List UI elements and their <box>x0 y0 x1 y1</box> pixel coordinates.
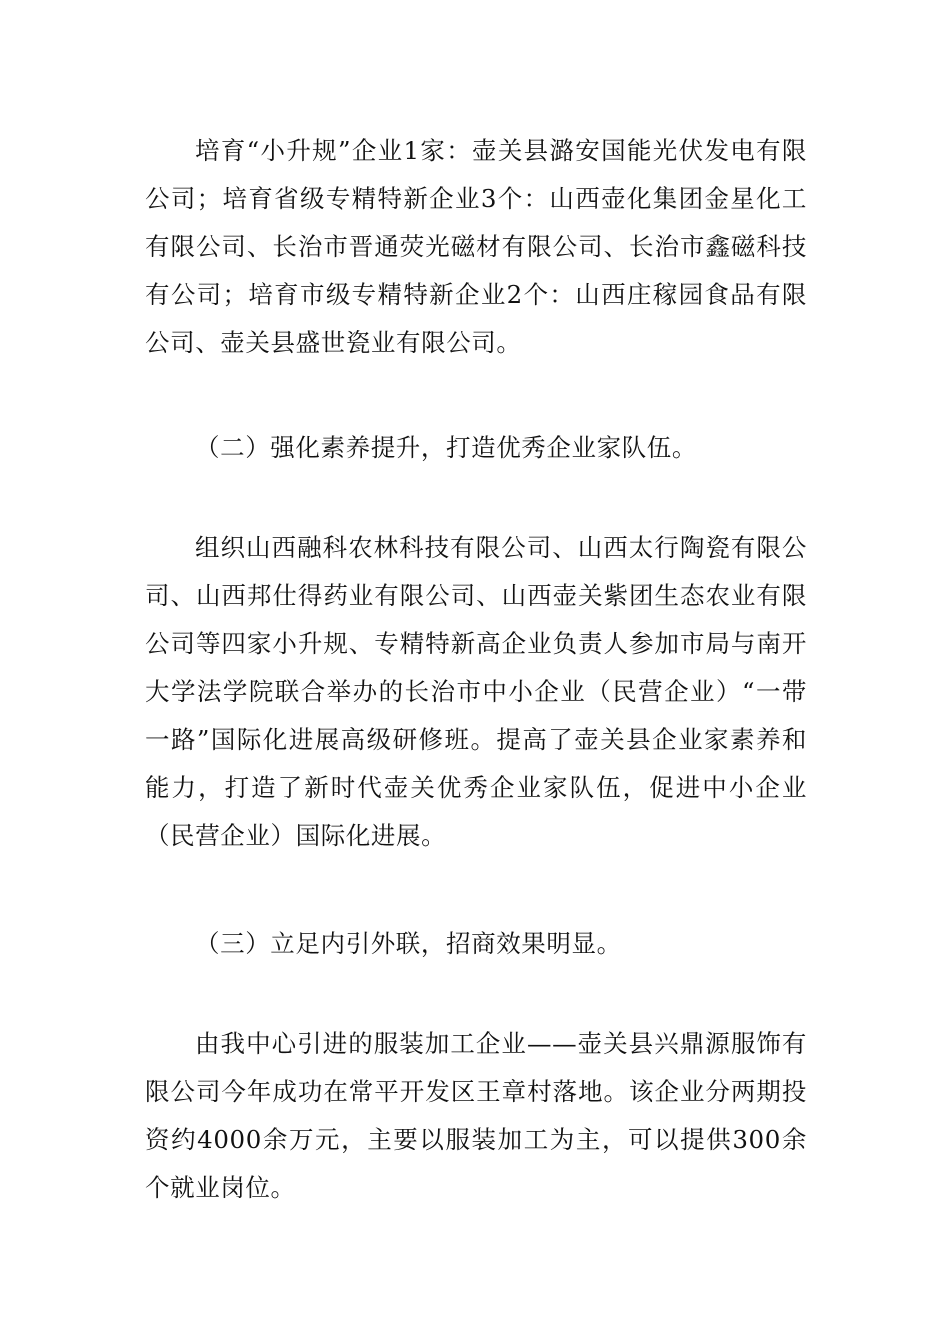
section-heading-2: （二）强化素养提升，打造优秀企业家队伍。 <box>195 433 697 462</box>
paragraph-investment-attraction: 由我中心引进的服装加工企业——壶关县兴鼎源服饰有限公司今年成功在常平开发区王章村落地。该企业分两期投资约4000余万元，主要以服装加工为主，可以提供300余个就业岗位。 <box>145 1029 807 1202</box>
section-heading-3: （三）立足内引外联，招商效果明显。 <box>195 929 622 958</box>
paragraph-enterprise-cultivation: 培育“小升规”企业1家：壶关县潞安国能光伏发电有限公司；培育省级专精特新企业3个：山西壶化集团金星化工有限公司、长治市晋通荧光磁材有限公司、长治市鑫磁科技有公司；培育市级专精特新企业2个：山西庄稼园食品有限公司、壶关县盛世瓷业有限公司。 <box>145 136 807 357</box>
paragraph-entrepreneur-training: 组织山西融科农林科技有限公司、山西太行陶瓷有限公司、山西邦仕得药业有限公司、山西壶关紫团生态农业有限公司等四家小升规、专精特新高企业负责人参加市局与南开大学法学院联合举办的长治市中小企业（民营企业）“一带一路”国际化进展高级研修班。提高了壶关县企业家素养和能力，打造了新时代壶关优秀企业家队伍，促进中小企业（民营企业）国际化进展。 <box>145 533 807 850</box>
